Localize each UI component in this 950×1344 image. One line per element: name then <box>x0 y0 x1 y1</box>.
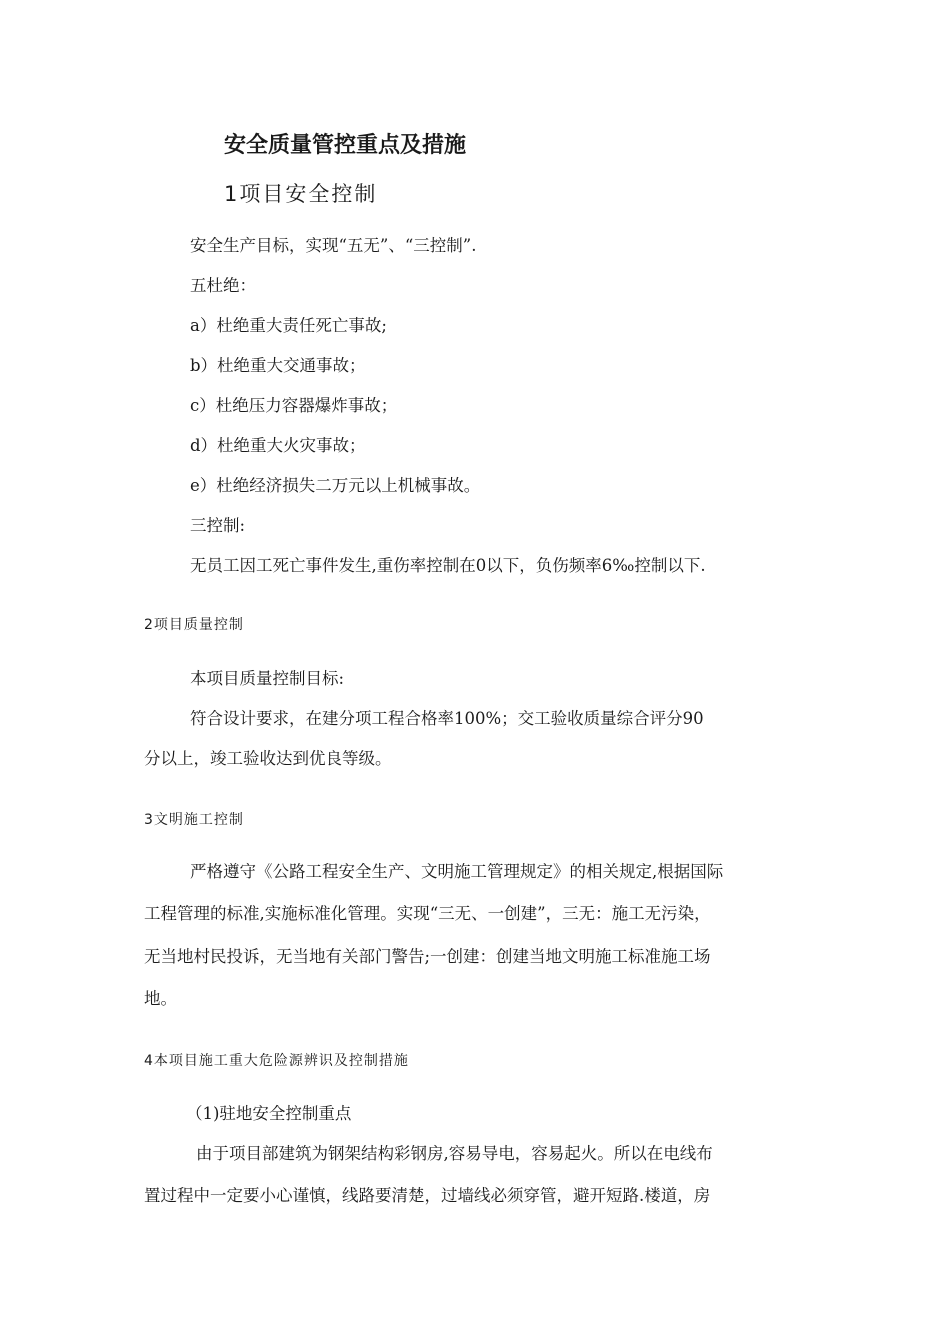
paragraph-line: 置过程中一定要小心谨慎，线路要清楚，过墙线必须穿管，避开短路.楼道，房 <box>144 1186 711 1205</box>
paragraph-line: 工程管理的标准,实施标准化管理。实现“三无、一创建”，三无：施工无污染， <box>144 904 711 923</box>
section-3-heading: 3文明施工控制 <box>144 812 244 828</box>
paragraph-line: 三控制: <box>190 516 246 535</box>
paragraph-line: 安全生产目标，实现“五无”、“三控制”. <box>190 236 477 255</box>
paragraph-line: 无员工因工死亡事件发生,重伤率控制在0以下，负伤频率6‰控制以下. <box>190 556 706 575</box>
document-title: 安全质量管控重点及措施 <box>224 133 467 158</box>
paragraph-line: 无当地村民投诉，无当地有关部门警告;一创建：创建当地文明施工标准施工场 <box>144 947 711 966</box>
subsection-heading: （1)驻地安全控制重点 <box>186 1104 352 1123</box>
paragraph-line: 地。 <box>144 989 177 1008</box>
list-item: c）杜绝压力容器爆炸事故； <box>190 396 398 415</box>
paragraph-line: 符合设计要求，在建分项工程合格率100%；交工验收质量综合评分90 <box>190 709 704 728</box>
section-1-heading: 1项目安全控制 <box>224 182 378 206</box>
list-item: b）杜绝重大交通事故； <box>190 356 366 375</box>
paragraph-line: 本项目质量控制目标: <box>190 669 345 688</box>
section-4-heading: 4本项目施工重大危险源辨识及控制措施 <box>144 1053 409 1069</box>
list-item: d）杜绝重大火灾事故； <box>190 436 366 455</box>
list-item: e）杜绝经济损失二万元以上机械事故。 <box>190 476 481 495</box>
list-item: a）杜绝重大责任死亡事故; <box>190 316 387 335</box>
paragraph-line: 严格遵守《公路工程安全生产、文明施工管理规定》的相关规定,根据国际 <box>190 862 724 881</box>
paragraph-line: 由于项目部建筑为钢架结构彩钢房,容易导电，容易起火。所以在电线布 <box>196 1144 713 1163</box>
section-2-heading: 2项目质量控制 <box>144 617 244 633</box>
paragraph-line: 五杜绝： <box>190 276 256 295</box>
paragraph-line: 分以上，竣工验收达到优良等级。 <box>144 749 392 768</box>
